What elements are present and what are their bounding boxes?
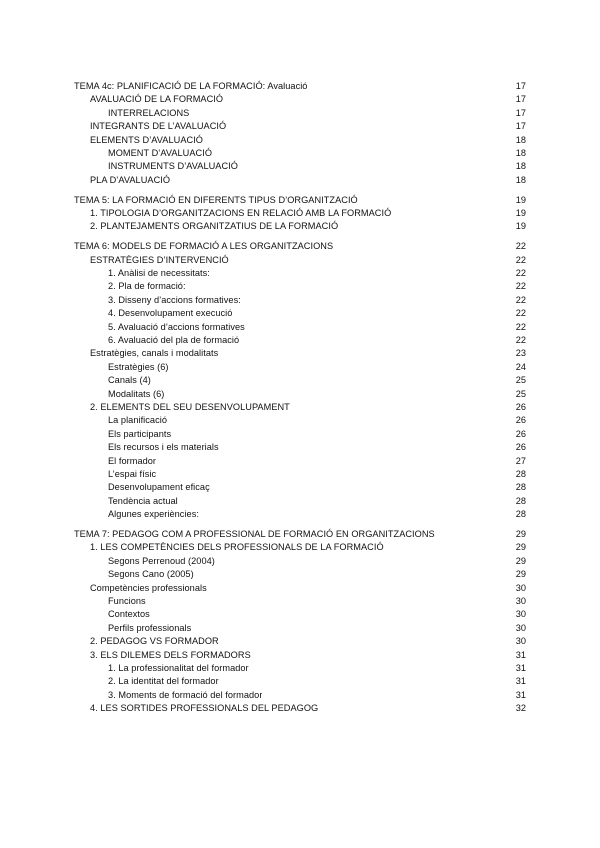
toc-entry-title: ELEMENTS D’AVALUACIÓ (90, 134, 203, 145)
toc-entry-page: 28 (515, 509, 526, 520)
toc-entry[interactable] (74, 160, 526, 173)
toc-entry-page: 29 (515, 569, 526, 580)
toc-entry-page: 31 (515, 689, 526, 700)
toc-entry[interactable] (74, 388, 526, 401)
toc-entry[interactable] (74, 93, 526, 106)
toc-entry-page: 17 (515, 121, 526, 132)
toc-entry-title: Desenvolupament eficaç (108, 482, 210, 493)
toc-entry-title: Algunes experiències: (108, 509, 199, 520)
toc-entry-page: 18 (515, 161, 526, 172)
toc-entry-title: 6. Avaluació del pla de formació (108, 335, 240, 346)
toc-entry-page: 22 (515, 294, 526, 305)
toc-entry-page: 30 (515, 582, 526, 593)
toc-entry[interactable] (74, 455, 526, 468)
toc-entry[interactable] (74, 361, 526, 374)
toc-entry-title: L’espai físic (108, 468, 157, 479)
toc-entry-title: Perfils professionals (108, 622, 192, 633)
toc-entry[interactable] (74, 347, 526, 360)
toc-entry-page: 22 (515, 268, 526, 279)
toc-entry-page: 32 (515, 703, 526, 714)
toc-entry-page: 28 (515, 482, 526, 493)
toc-entry-page: 23 (515, 348, 526, 359)
toc-entry[interactable] (74, 568, 526, 581)
toc-entry[interactable] (74, 622, 526, 635)
toc-entry-title: 3. Moments de formació del formador (108, 689, 263, 700)
toc-entry-title: 3. ELS DILEMES DELS FORMADORS (90, 649, 251, 660)
toc-entry[interactable] (74, 267, 526, 280)
toc-entry[interactable] (74, 441, 526, 454)
toc-entry-title: 3. Disseny d’accions formatives: (108, 294, 241, 305)
toc-entry-page: 28 (515, 468, 526, 479)
toc-entry[interactable] (74, 595, 526, 608)
toc-entry[interactable] (74, 334, 526, 347)
toc-entry-title: Funcions (108, 595, 146, 606)
toc-entry[interactable] (74, 649, 526, 662)
toc-entry-title: 2. PLANTEJAMENTS ORGANITZATIUS DE LA FORMACIÓ (90, 221, 339, 232)
toc-entry-page: 27 (515, 455, 526, 466)
toc-entry-title: 1. La professionalitat del formador (108, 662, 249, 673)
toc-entry[interactable] (74, 481, 526, 494)
toc-entry-title: Competències professionals (90, 582, 207, 593)
toc-entry-title: 2. La identitat del formador (108, 676, 219, 687)
toc-entry[interactable] (74, 321, 526, 334)
toc-entry[interactable] (74, 174, 526, 187)
toc-entry[interactable] (74, 635, 526, 648)
toc-entry[interactable] (74, 280, 526, 293)
toc-entry-page: 22 (515, 308, 526, 319)
toc-entry-title: Segons Cano (2005) (108, 569, 194, 580)
toc-entry[interactable] (74, 401, 526, 414)
toc-entry[interactable] (74, 428, 526, 441)
toc-entry-title: TEMA 5: LA FORMACIÓ EN DIFERENTS TIPUS D’ORGANITZACIÓ (74, 194, 358, 205)
toc-entry-page: 25 (515, 388, 526, 399)
toc-entry-page: 18 (515, 174, 526, 185)
toc-entry[interactable] (74, 528, 526, 541)
toc-entry-page: 17 (515, 94, 526, 105)
toc-entry[interactable] (74, 374, 526, 387)
toc-entry-page: 31 (515, 676, 526, 687)
toc-entry-page: 17 (515, 81, 526, 91)
toc-entry-title: 1. LES COMPETÈNCIES DELS PROFESSIONALS DE LA FORMACIÓ (90, 542, 384, 553)
toc-entry[interactable] (74, 107, 526, 120)
toc-section (74, 194, 526, 234)
toc-entry-title: INTERRELACIONS (108, 107, 190, 118)
toc-entry-title: Canals (4) (108, 375, 151, 386)
toc-entry-page: 30 (515, 595, 526, 606)
toc-entry[interactable] (74, 254, 526, 267)
toc-entry[interactable] (74, 662, 526, 675)
toc-entry-title: TEMA 4c: PLANIFICACIÓ DE LA FORMACIÓ: Avaluació (74, 81, 308, 91)
toc-entry-page: 28 (515, 495, 526, 506)
toc-entry[interactable] (74, 220, 526, 233)
toc-entry-page: 19 (515, 194, 526, 205)
toc-entry[interactable] (74, 689, 526, 702)
toc-entry[interactable] (74, 240, 526, 253)
toc-entry-page: 22 (515, 241, 526, 252)
toc-entry-title: 1. Anàlisi de necessitats: (108, 268, 210, 279)
toc-entry[interactable] (74, 541, 526, 554)
toc-entry-title: INTEGRANTS DE L’AVALUACIÓ (90, 121, 227, 132)
toc-section (74, 528, 526, 715)
toc-entry-page: 31 (515, 649, 526, 660)
toc-section (74, 240, 526, 521)
toc-entry-title: Estratègies (6) (108, 361, 169, 372)
toc-entry[interactable] (74, 294, 526, 307)
toc-entry-page: 30 (515, 609, 526, 620)
toc-entry[interactable] (74, 582, 526, 595)
toc-entry-page: 22 (515, 321, 526, 332)
toc-entry-page: 26 (515, 428, 526, 439)
toc-entry[interactable] (74, 147, 526, 160)
toc-entry[interactable] (74, 495, 526, 508)
toc-entry[interactable] (74, 120, 526, 133)
toc-entry-title: Els recursos i els materials (108, 442, 219, 453)
toc-entry[interactable] (74, 508, 526, 521)
toc-entry[interactable] (74, 207, 526, 220)
toc-entry-title: La planificació (108, 415, 167, 426)
toc-entry-title: TEMA 6: MODELS DE FORMACIÓ A LES ORGANITZACIONS (74, 241, 334, 252)
toc-entry[interactable] (74, 134, 526, 147)
toc-entry-page: 30 (515, 636, 526, 647)
toc-entry-page: 18 (515, 147, 526, 158)
toc-entry[interactable] (74, 80, 526, 93)
toc-entry-page: 22 (515, 281, 526, 292)
toc-entry-title: 5. Avaluació d’accions formatives (108, 321, 245, 332)
toc-entry[interactable] (74, 608, 526, 621)
toc-entry-page: 29 (515, 529, 526, 539)
toc-entry-page: 26 (515, 415, 526, 426)
toc-entry-page: 19 (515, 208, 526, 219)
table-of-contents (74, 80, 526, 722)
toc-entry[interactable] (74, 468, 526, 481)
toc-entry-title: 4. Desenvolupament execució (108, 308, 233, 319)
toc-entry[interactable] (74, 307, 526, 320)
toc-entry-page: 24 (515, 361, 526, 372)
toc-entry-title: AVALUACIÓ DE LA FORMACIÓ (90, 94, 224, 105)
toc-entry[interactable] (74, 194, 526, 207)
toc-entry[interactable] (74, 555, 526, 568)
toc-entry-page: 26 (515, 401, 526, 412)
toc-entry-title: ESTRATÈGIES D’INTERVENCIÓ (90, 254, 229, 265)
toc-entry-title: Estratègies, canals i modalitats (90, 348, 219, 359)
toc-entry-title: Segons Perrenoud (2004) (108, 555, 215, 566)
toc-entry-title: Els participants (108, 428, 172, 439)
toc-entry-page: 26 (515, 442, 526, 453)
toc-entry-title: Modalitats (6) (108, 388, 165, 399)
toc-entry-page: 17 (515, 107, 526, 118)
toc-entry-title: 2. Pla de formació: (108, 281, 186, 292)
toc-entry-title: Tendència actual (108, 495, 178, 506)
toc-entry-title: 2. ELEMENTS DEL SEU DESENVOLUPAMENT (90, 401, 290, 412)
toc-entry-title: 2. PEDAGOG VS FORMADOR (90, 636, 219, 647)
toc-entry-page: 18 (515, 134, 526, 145)
toc-entry[interactable] (74, 414, 526, 427)
toc-entry-page: 22 (515, 254, 526, 265)
toc-entry[interactable] (74, 702, 526, 715)
toc-entry-page: 22 (515, 335, 526, 346)
toc-entry-title: 1. TIPOLOGIA D’ORGANITZACIONS EN RELACIÓ AMB LA FORMACIÓ (90, 208, 392, 219)
toc-entry-title: 4. LES SORTIDES PROFESSIONALS DEL PEDAGOG (90, 703, 319, 714)
toc-entry-page: 19 (515, 221, 526, 232)
toc-entry-page: 25 (515, 375, 526, 386)
toc-entry-title: PLA D’AVALUACIÓ (90, 174, 171, 185)
toc-entry-page: 30 (515, 622, 526, 633)
toc-entry-title: Contextos (108, 609, 150, 620)
toc-entry-title: El formador (108, 455, 157, 466)
toc-section (74, 80, 526, 187)
toc-entry-title: TEMA 7: PEDAGOG COM A PROFESSIONAL DE FORMACIÓ EN ORGANITZACIONS (74, 529, 435, 539)
toc-entry-title: INSTRUMENTS D’AVALUACIÓ (108, 161, 238, 172)
toc-entry-page: 29 (515, 542, 526, 553)
toc-entry[interactable] (74, 675, 526, 688)
toc-entry-page: 29 (515, 555, 526, 566)
toc-entry-page: 31 (515, 662, 526, 673)
toc-entry-title: MOMENT D’AVALUACIÓ (108, 147, 213, 158)
